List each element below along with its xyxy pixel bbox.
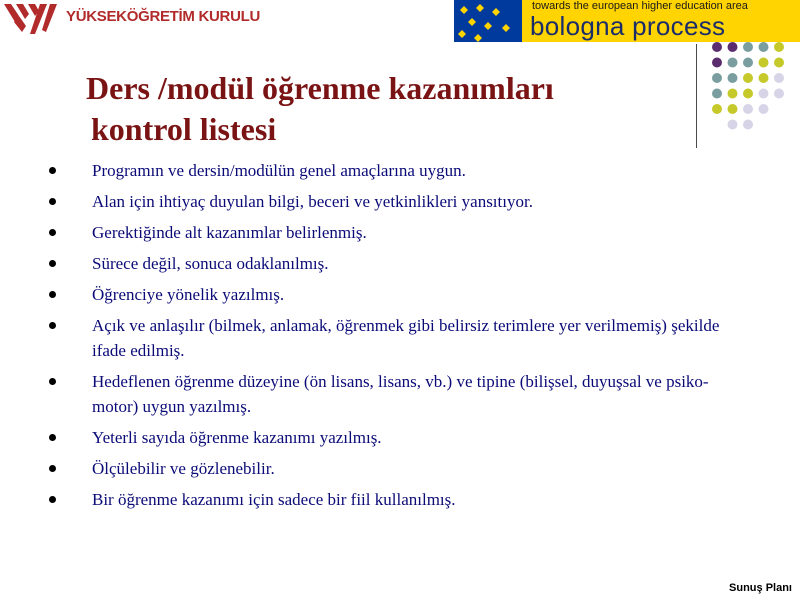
decorative-dot — [712, 89, 722, 99]
list-item-text: Öğrenciye yönelik yazılmış. — [92, 285, 285, 304]
bullet-icon — [49, 378, 56, 385]
list-item-text: Gerektiğinde alt kazanımlar belirlenmiş. — [92, 223, 367, 242]
decorative-dot-grid — [705, 38, 800, 138]
decorative-dot — [759, 58, 769, 68]
list-item — [0, 158, 720, 183]
list-item — [0, 425, 720, 450]
decorative-dot — [759, 73, 769, 83]
decorative-dot — [743, 89, 753, 99]
bologna-process-banner — [454, 0, 800, 42]
list-item — [0, 487, 720, 512]
decorative-dot — [728, 42, 738, 52]
bullet-icon — [49, 322, 56, 329]
star-cluster-icon — [454, 0, 524, 42]
slide-title-line2: kontrol listesi — [91, 111, 277, 147]
decorative-dot — [743, 42, 753, 52]
decorative-dot — [774, 58, 784, 68]
list-item-text: Sürece değil, sonuca odaklanılmış. — [92, 254, 329, 273]
list-item — [0, 220, 720, 245]
yok-emblem-icon — [2, 2, 62, 36]
list-item — [0, 251, 720, 276]
sunus-plani-link[interactable]: Sunuş Planı — [729, 582, 792, 594]
decorative-dot — [774, 73, 784, 83]
bullet-icon — [49, 167, 56, 174]
decorative-dot — [743, 58, 753, 68]
yok-logo-text: YÜKSEKÖĞRETİM KURULU — [66, 8, 261, 25]
list-item-text: Hedeflenen öğrenme düzeyine (ön lisans, lisans, vb.) ve tipine (bilişsel, duyuşsal ve psiko-motor) uygun yazılmış. — [92, 372, 709, 416]
vertical-divider — [696, 44, 697, 148]
bullet-icon — [49, 291, 56, 298]
list-item-text: Ölçülebilir ve gözlenebilir. — [92, 459, 275, 478]
decorative-dot — [759, 89, 769, 99]
bullet-icon — [49, 198, 56, 205]
decorative-dot — [728, 89, 738, 99]
decorative-dot — [728, 120, 738, 130]
bullet-icon — [49, 260, 56, 267]
slide-title — [86, 68, 676, 150]
bullet-icon — [49, 465, 56, 472]
decorative-dot — [774, 89, 784, 99]
bologna-name: bologna process — [530, 11, 726, 41]
list-item-text: Bir öğrenme kazanımı için sadece bir fiil kullanılmış. — [92, 490, 456, 509]
bullet-icon — [49, 496, 56, 503]
decorative-dot — [712, 42, 722, 52]
decorative-dot — [712, 73, 722, 83]
decorative-dot — [728, 58, 738, 68]
decorative-dot — [743, 120, 753, 130]
decorative-dot — [759, 42, 769, 52]
slide-title-line1: Ders /modül öğrenme kazanımları — [86, 70, 554, 106]
bullet-icon — [49, 229, 56, 236]
yok-logo — [2, 2, 261, 36]
decorative-dot — [743, 73, 753, 83]
list-item — [0, 282, 720, 307]
list-item-text: Açık ve anlaşılır (bilmek, anlamak, öğrenmek gibi belirsiz terimlere yer verilmemiş) şekilde ifade edilmiş. — [92, 316, 720, 360]
checklist — [0, 158, 720, 518]
list-item — [0, 313, 720, 363]
list-item-text: Programın ve dersin/modülün genel amaçlarına uygun. — [92, 161, 466, 180]
bullet-icon — [49, 434, 56, 441]
decorative-dot — [728, 73, 738, 83]
list-item-text: Yeterli sayıda öğrenme kazanımı yazılmış. — [92, 428, 382, 447]
decorative-dot — [774, 42, 784, 52]
list-item — [0, 369, 720, 419]
bologna-tagline: towards the european higher education area — [532, 0, 748, 12]
list-item — [0, 189, 720, 214]
list-item-text: Alan için ihtiyaç duyulan bilgi, beceri ve yetkinlikleri yansıtıyor. — [92, 192, 533, 211]
decorative-dot — [712, 104, 722, 114]
list-item — [0, 456, 720, 481]
decorative-dot — [728, 104, 738, 114]
decorative-dot — [743, 104, 753, 114]
decorative-dot — [712, 58, 722, 68]
decorative-dot — [759, 104, 769, 114]
